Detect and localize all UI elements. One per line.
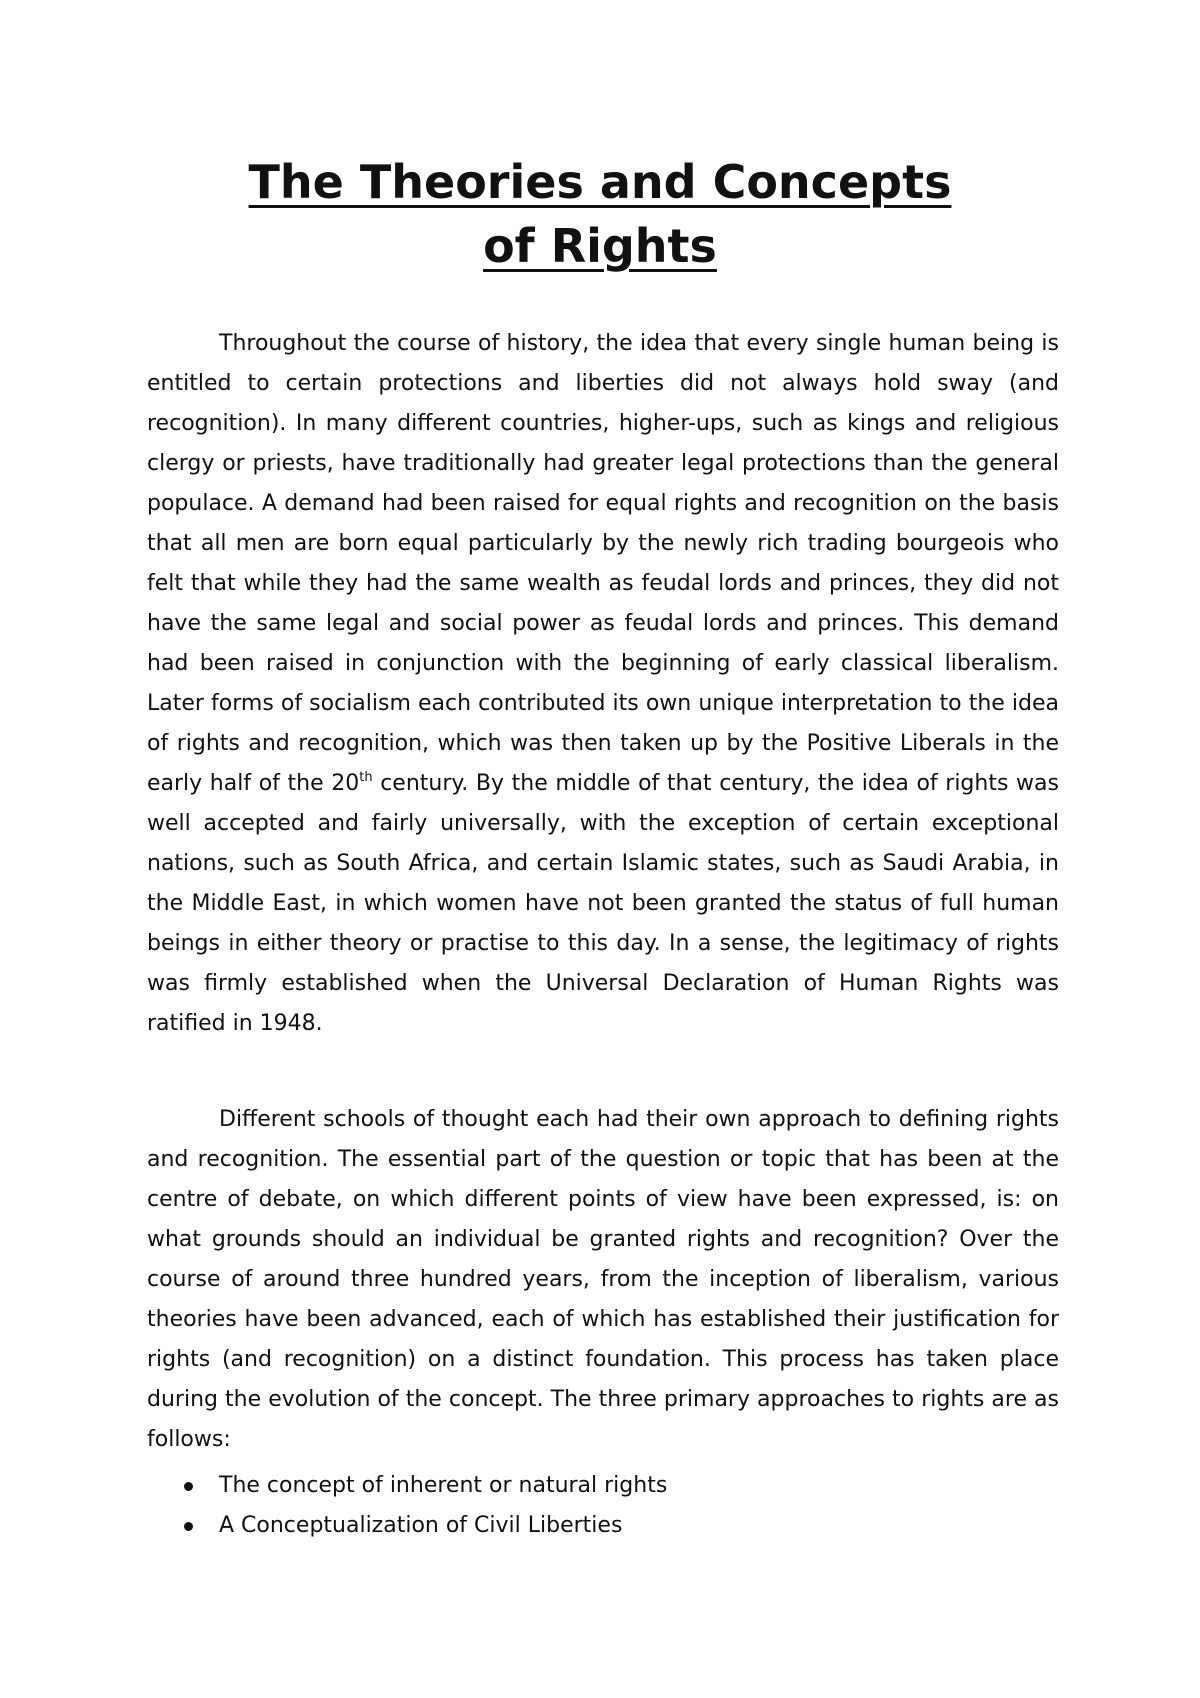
approaches-list (147, 1466, 1059, 1546)
bullet-icon (184, 1522, 193, 1531)
list-item (147, 1466, 1059, 1506)
paragraph-1-text-b: century. By the middle of that century, the idea of rights was well accepted and fairly universally, with the exception of certain exceptional nations, such as South Africa, and certain Islamic states, such as Saudi Arabia, in the Middle East, in which women have not been granted the status of full human beings in either theory or practise to this day. In a sense, the legitimacy of rights was firmly established when the Universal Declaration of Human Rights was ratified in 1948. (147, 771, 1059, 1036)
title-line-2: of Rights (483, 219, 717, 273)
bullet-icon (184, 1482, 193, 1491)
list-item-text: A Conceptualization of Civil Liberties (219, 1513, 623, 1538)
paragraph-2-container (147, 1100, 1059, 1460)
paragraph-1-text-a: Throughout the course of history, the idea that every single human being is entitled to certain protections and liberties did not always hold sway (and recognition). In many different countries, higher-ups, such as kings and religious clergy or priests, have traditionally had greater legal protections than the general populace. A demand had been raised for equal rights and recognition on the basis that all men are born equal particularly by the newly rich trading bourgeois who felt that while they had the same wealth as feudal lords and princes, they did not have the same legal and social power as feudal lords and princes. This demand had been raised in conjunction with the beginning of early classical liberalism. Later forms of socialism each contributed its own unique interpretation to the idea of rights and recognition, which was then taken up by the Positive Liberals in the early half of the 20 (147, 331, 1059, 796)
title-line-1: The Theories and Concepts (248, 155, 952, 209)
list-item-text: The concept of inherent or natural rights (219, 1473, 668, 1498)
paragraph-1-container (147, 324, 1059, 1044)
paragraph-1 (147, 324, 1059, 1044)
paragraph-2: Different schools of thought each had their own approach to defining rights and recognition. The essential part of the question or topic that has been at the centre of debate, on which different points of view have been expressed, is: on what grounds should an individual be granted rights and recognition? Over the course of around three hundred years, from the inception of liberalism, various theories have been advanced, each of which has established their justification for rights (and recognition) on a distinct foundation. This process has taken place during the evolution of the concept. The three primary approaches to rights are as follows: (147, 1107, 1059, 1452)
ordinal-superscript: th (359, 770, 373, 785)
list-item (147, 1506, 1059, 1546)
document-title (120, 150, 1080, 278)
